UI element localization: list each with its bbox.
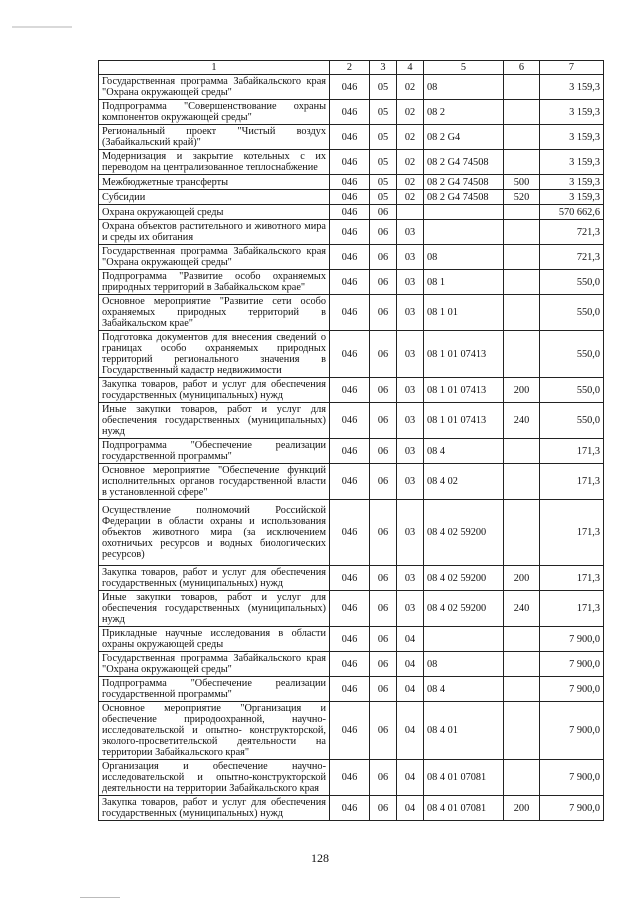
scan-mark	[80, 897, 120, 898]
row-section: 06	[370, 245, 397, 270]
row-amount: 3 159,3	[540, 100, 604, 125]
row-chapter: 046	[330, 270, 370, 295]
row-name: Прикладные научные исследования в области охраны окружающей среды	[99, 627, 330, 652]
row-chapter: 046	[330, 500, 370, 566]
table-row	[99, 439, 604, 464]
row-subsection	[397, 205, 424, 220]
row-target-code: 08 2 G4 74508	[424, 175, 504, 190]
row-chapter: 046	[330, 205, 370, 220]
row-target-code	[424, 205, 504, 220]
row-expense-type	[504, 677, 540, 702]
row-section: 06	[370, 220, 397, 245]
row-chapter: 046	[330, 220, 370, 245]
row-name: Основное мероприятие "Развитие сети особо охраняемых природных территорий в Забайкальском крае"	[99, 295, 330, 331]
row-name: Подпрограмма "Обеспечение реализации государственной программы"	[99, 677, 330, 702]
row-target-code: 08	[424, 245, 504, 270]
row-expense-type	[504, 439, 540, 464]
row-subsection: 02	[397, 190, 424, 205]
row-chapter: 046	[330, 100, 370, 125]
row-name: Организация и обеспечение научно-исследовательской и опытно-конструкторской деятельности на территории Забайкальского края	[99, 760, 330, 796]
row-amount: 3 159,3	[540, 175, 604, 190]
table-row	[99, 100, 604, 125]
row-chapter: 046	[330, 652, 370, 677]
row-target-code: 08 4 01 07081	[424, 796, 504, 821]
row-expense-type: 200	[504, 796, 540, 821]
row-subsection: 03	[397, 591, 424, 627]
row-amount: 3 159,3	[540, 125, 604, 150]
column-header: 3	[370, 61, 397, 75]
row-subsection: 03	[397, 295, 424, 331]
row-section: 06	[370, 439, 397, 464]
row-name: Подпрограмма "Развитие особо охраняемых природных территорий в Забайкальском крае"	[99, 270, 330, 295]
row-target-code: 08 4	[424, 677, 504, 702]
row-expense-type	[504, 331, 540, 378]
table-row	[99, 245, 604, 270]
row-target-code	[424, 627, 504, 652]
row-amount: 721,3	[540, 245, 604, 270]
row-expense-type	[504, 270, 540, 295]
row-subsection: 03	[397, 378, 424, 403]
row-amount: 171,3	[540, 591, 604, 627]
row-name: Межбюджетные трансферты	[99, 175, 330, 190]
column-header: 1	[99, 61, 330, 75]
row-name: Модернизация и закрытие котельных с их переводом на централизованное теплоснабжение	[99, 150, 330, 175]
row-target-code: 08 2	[424, 100, 504, 125]
row-section: 06	[370, 205, 397, 220]
row-amount: 550,0	[540, 295, 604, 331]
row-name: Осуществление полномочий Российской Федерации в области охраны и использования объектов животного мира (за исключением охотничьих ресурсов и водных биологических ресурсов)	[99, 500, 330, 566]
row-subsection: 04	[397, 760, 424, 796]
row-name: Основное мероприятие "Обеспечение функций исполнительных органов государственной власти в установленной сфере"	[99, 464, 330, 500]
row-section: 06	[370, 331, 397, 378]
row-expense-type	[504, 464, 540, 500]
row-chapter: 046	[330, 378, 370, 403]
row-name: Субсидии	[99, 190, 330, 205]
row-subsection: 03	[397, 500, 424, 566]
row-name: Региональный проект "Чистый воздух (Забайкальский край)"	[99, 125, 330, 150]
row-amount: 570 662,6	[540, 205, 604, 220]
row-chapter: 046	[330, 403, 370, 439]
row-expense-type: 240	[504, 591, 540, 627]
row-chapter: 046	[330, 677, 370, 702]
table-row	[99, 295, 604, 331]
row-chapter: 046	[330, 190, 370, 205]
row-amount: 7 900,0	[540, 627, 604, 652]
table-row	[99, 190, 604, 205]
row-expense-type	[504, 205, 540, 220]
row-expense-type: 200	[504, 378, 540, 403]
row-target-code: 08 4 01 07081	[424, 760, 504, 796]
row-section: 06	[370, 566, 397, 591]
row-expense-type	[504, 295, 540, 331]
row-name: Государственная программа Забайкальского края "Охрана окружающей среды"	[99, 652, 330, 677]
table-row	[99, 125, 604, 150]
column-header: 2	[330, 61, 370, 75]
row-expense-type: 520	[504, 190, 540, 205]
row-name: Государственная программа Забайкальского края "Охрана окружающей среды"	[99, 245, 330, 270]
row-name: Закупка товаров, работ и услуг для обеспечения государственных (муниципальных) нужд	[99, 378, 330, 403]
row-expense-type	[504, 125, 540, 150]
row-chapter: 046	[330, 464, 370, 500]
row-expense-type	[504, 652, 540, 677]
table-row	[99, 627, 604, 652]
table-row	[99, 464, 604, 500]
row-chapter: 046	[330, 295, 370, 331]
row-target-code: 08	[424, 652, 504, 677]
row-target-code: 08 1 01 07413	[424, 403, 504, 439]
row-subsection: 02	[397, 125, 424, 150]
row-expense-type	[504, 100, 540, 125]
row-amount: 7 900,0	[540, 652, 604, 677]
row-section: 06	[370, 702, 397, 760]
row-amount: 721,3	[540, 220, 604, 245]
row-expense-type	[504, 245, 540, 270]
row-name: Подпрограмма "Обеспечение реализации государственной программы"	[99, 439, 330, 464]
row-chapter: 046	[330, 175, 370, 190]
row-amount: 171,3	[540, 566, 604, 591]
row-section: 06	[370, 464, 397, 500]
row-section: 05	[370, 125, 397, 150]
row-name: Закупка товаров, работ и услуг для обеспечения государственных (муниципальных) нужд	[99, 566, 330, 591]
row-section: 05	[370, 75, 397, 100]
row-section: 06	[370, 270, 397, 295]
row-expense-type	[504, 627, 540, 652]
row-name: Государственная программа Забайкальского края "Охрана окружающей среды"	[99, 75, 330, 100]
row-target-code: 08 4 02	[424, 464, 504, 500]
row-name: Охрана объектов растительного и животного мира и среды их обитания	[99, 220, 330, 245]
table-row	[99, 500, 604, 566]
table-row	[99, 270, 604, 295]
row-amount: 550,0	[540, 270, 604, 295]
table-row	[99, 403, 604, 439]
row-subsection: 02	[397, 175, 424, 190]
row-amount: 7 900,0	[540, 760, 604, 796]
row-name: Основное мероприятие "Организация и обеспечение природоохранной, научно-исследовательской и опытно- конструкторской, эколого-просветительской деятельности на территории Забайкальского края"	[99, 702, 330, 760]
table-body	[99, 75, 604, 821]
row-section: 05	[370, 175, 397, 190]
table-row	[99, 652, 604, 677]
row-name: Подготовка документов для внесения сведений о границах особо охраняемых природных территорий регионального значения в Государственный кадастр недвижимости	[99, 331, 330, 378]
row-subsection: 04	[397, 796, 424, 821]
row-name: Иные закупки товаров, работ и услуг для обеспечения государственных (муниципальных) нужд	[99, 591, 330, 627]
row-target-code: 08 1 01 07413	[424, 331, 504, 378]
row-subsection: 04	[397, 677, 424, 702]
row-section: 05	[370, 100, 397, 125]
column-header: 4	[397, 61, 424, 75]
row-chapter: 046	[330, 796, 370, 821]
table-row	[99, 566, 604, 591]
table-row	[99, 760, 604, 796]
table-row	[99, 220, 604, 245]
page-number: 128	[311, 851, 329, 865]
row-subsection: 03	[397, 270, 424, 295]
row-subsection: 03	[397, 566, 424, 591]
row-section: 06	[370, 295, 397, 331]
row-subsection: 02	[397, 100, 424, 125]
row-subsection: 03	[397, 220, 424, 245]
table-row	[99, 591, 604, 627]
row-chapter: 046	[330, 331, 370, 378]
row-amount: 550,0	[540, 403, 604, 439]
row-subsection: 03	[397, 245, 424, 270]
column-header: 7	[540, 61, 604, 75]
row-target-code: 08 1 01 07413	[424, 378, 504, 403]
row-section: 06	[370, 627, 397, 652]
row-subsection: 03	[397, 403, 424, 439]
row-target-code: 08 1 01	[424, 295, 504, 331]
table-row	[99, 677, 604, 702]
row-section: 06	[370, 677, 397, 702]
row-section: 05	[370, 190, 397, 205]
row-subsection: 04	[397, 652, 424, 677]
table-row	[99, 75, 604, 100]
row-subsection: 04	[397, 702, 424, 760]
column-header: 5	[424, 61, 504, 75]
budget-table	[98, 60, 604, 821]
row-section: 06	[370, 591, 397, 627]
row-target-code: 08 4 02 59200	[424, 500, 504, 566]
row-amount: 7 900,0	[540, 796, 604, 821]
row-expense-type	[504, 702, 540, 760]
row-expense-type	[504, 760, 540, 796]
row-amount: 171,3	[540, 464, 604, 500]
row-target-code: 08 1	[424, 270, 504, 295]
row-subsection: 02	[397, 150, 424, 175]
row-target-code: 08 4	[424, 439, 504, 464]
row-chapter: 046	[330, 439, 370, 464]
row-expense-type	[504, 220, 540, 245]
row-amount: 171,3	[540, 500, 604, 566]
row-amount: 550,0	[540, 331, 604, 378]
row-chapter: 046	[330, 566, 370, 591]
row-target-code	[424, 220, 504, 245]
table-row	[99, 702, 604, 760]
table-row	[99, 175, 604, 190]
row-target-code: 08 2 G4	[424, 125, 504, 150]
row-name: Подпрограмма "Совершенствование охраны компонентов окружающей среды"	[99, 100, 330, 125]
row-amount: 7 900,0	[540, 702, 604, 760]
row-chapter: 046	[330, 702, 370, 760]
table-header-row	[99, 61, 604, 75]
table-row	[99, 150, 604, 175]
row-amount: 171,3	[540, 439, 604, 464]
row-name: Закупка товаров, работ и услуг для обеспечения государственных (муниципальных) нужд	[99, 796, 330, 821]
row-chapter: 046	[330, 591, 370, 627]
row-subsection: 03	[397, 464, 424, 500]
row-expense-type	[504, 75, 540, 100]
row-chapter: 046	[330, 75, 370, 100]
row-expense-type: 240	[504, 403, 540, 439]
row-expense-type	[504, 500, 540, 566]
row-chapter: 046	[330, 760, 370, 796]
row-subsection: 03	[397, 439, 424, 464]
row-expense-type	[504, 150, 540, 175]
row-amount: 550,0	[540, 378, 604, 403]
row-section: 06	[370, 500, 397, 566]
row-amount: 3 159,3	[540, 75, 604, 100]
row-chapter: 046	[330, 150, 370, 175]
row-name: Иные закупки товаров, работ и услуг для обеспечения государственных (муниципальных) нужд	[99, 403, 330, 439]
table-row	[99, 378, 604, 403]
row-section: 06	[370, 378, 397, 403]
row-amount: 7 900,0	[540, 677, 604, 702]
row-expense-type: 500	[504, 175, 540, 190]
row-chapter: 046	[330, 125, 370, 150]
row-subsection: 02	[397, 75, 424, 100]
scan-mark	[12, 26, 72, 28]
table-row	[99, 796, 604, 821]
row-section: 06	[370, 403, 397, 439]
row-section: 06	[370, 796, 397, 821]
row-subsection: 03	[397, 331, 424, 378]
row-target-code: 08 2 G4 74508	[424, 190, 504, 205]
row-chapter: 046	[330, 627, 370, 652]
table-row	[99, 331, 604, 378]
row-section: 05	[370, 150, 397, 175]
row-subsection: 04	[397, 627, 424, 652]
row-name: Охрана окружающей среды	[99, 205, 330, 220]
row-target-code: 08 4 02 59200	[424, 591, 504, 627]
table-row	[99, 205, 604, 220]
row-section: 06	[370, 760, 397, 796]
row-amount: 3 159,3	[540, 150, 604, 175]
row-expense-type: 200	[504, 566, 540, 591]
row-target-code: 08 2 G4 74508	[424, 150, 504, 175]
column-header: 6	[504, 61, 540, 75]
row-chapter: 046	[330, 245, 370, 270]
row-section: 06	[370, 652, 397, 677]
row-target-code: 08 4 01	[424, 702, 504, 760]
row-target-code: 08 4 02 59200	[424, 566, 504, 591]
row-target-code: 08	[424, 75, 504, 100]
row-amount: 3 159,3	[540, 190, 604, 205]
